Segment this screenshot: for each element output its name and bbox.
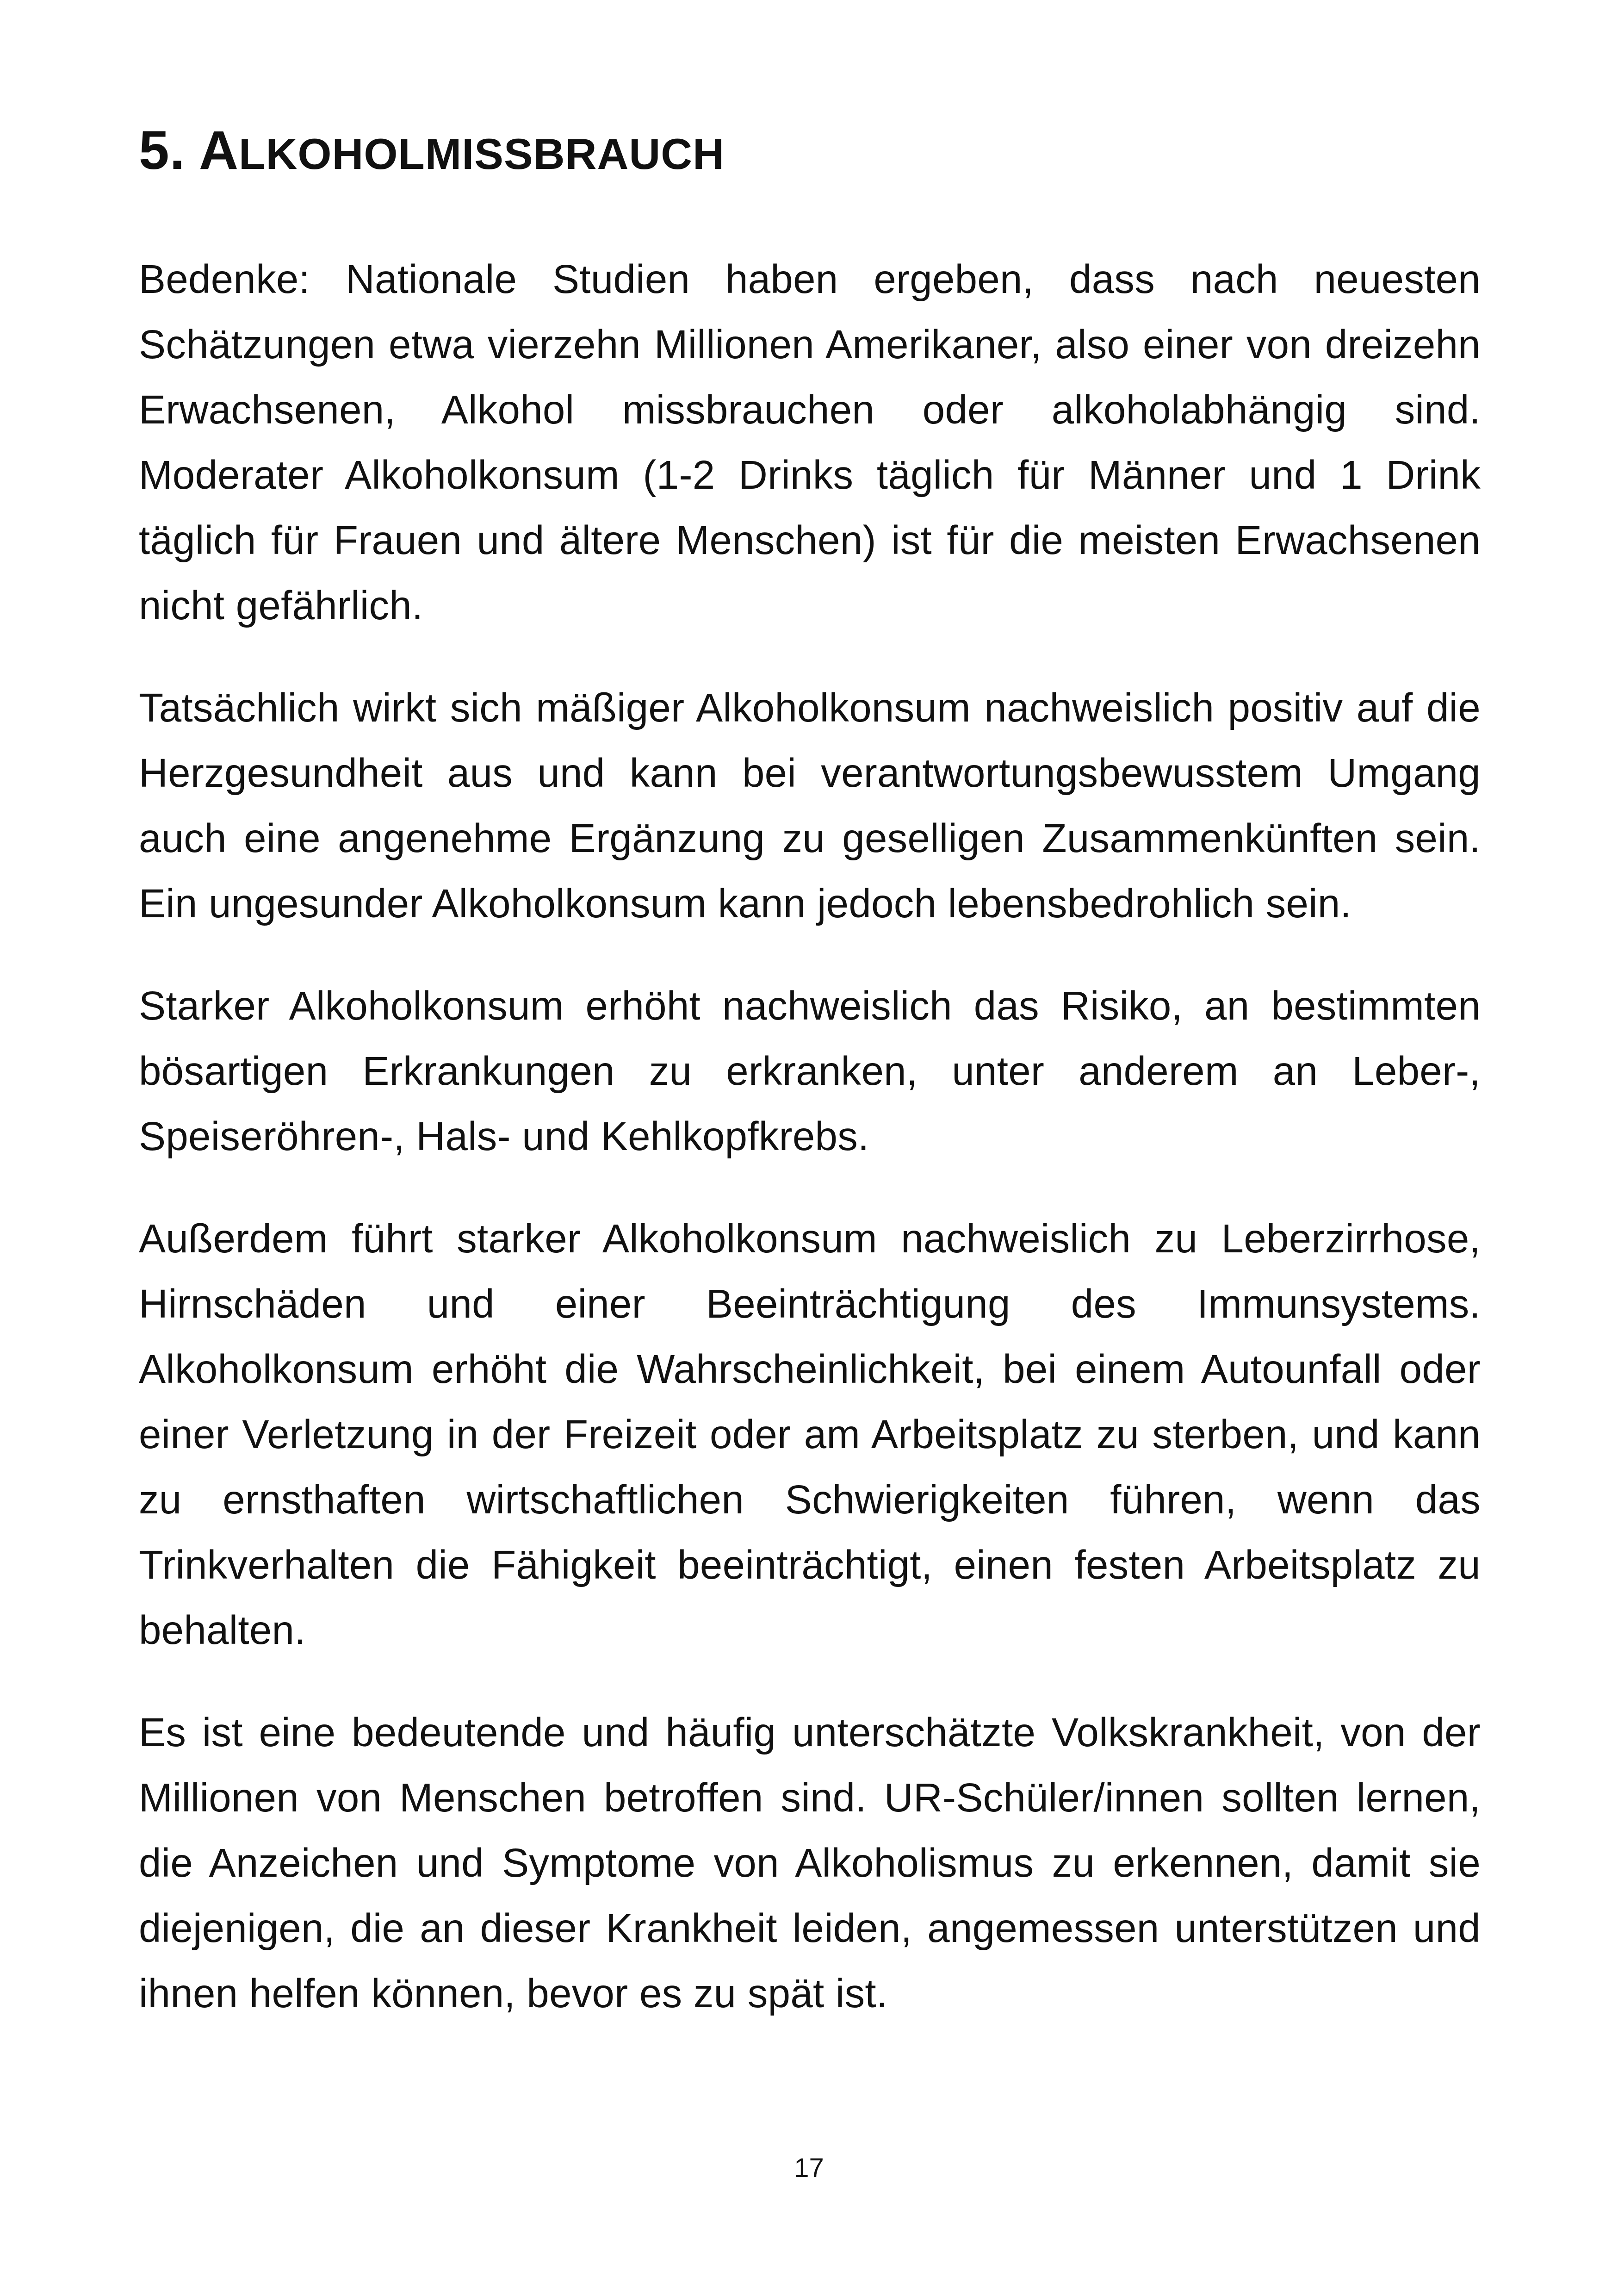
paragraph-1: Bedenke: Nationale Studien haben ergeben, dass nach neuesten Schätzungen etwa vierzehn Millionen Amerikaner, also einer von dreizehn Erwachsenen, Alkohol missbrauchen oder alkoholabhängig sind. Moderater Alkoholkonsum (1-2 Drinks täglich für Männer und 1 Drink täglich für Frauen und ältere Menschen) ist für die meisten Erwachsenen nicht gefährlich. — [139, 257, 1481, 628]
paragraph-3: Starker Alkoholkonsum erhöht nachweislich das Risiko, an bestimmten bösartigen Erkrankungen zu erkranken, unter anderem an Leber-, Speiseröhren-, Hals- und Kehlkopfkrebs. — [139, 983, 1481, 1159]
page-number: 17 — [794, 2153, 824, 2183]
paragraph-5: Es ist eine bedeutende und häufig unterschätzte Volkskrankheit, von der Millionen von Menschen betroffen sind. UR-Schüler/innen sollten lernen, die Anzeichen und Symptome von Alkoholismus zu erkennen, damit sie diejenigen, die an dieser Krankheit leiden, angemessen unterstützen und ihnen helfen können, bevor es zu spät ist. — [139, 1710, 1481, 2016]
paragraph-2: Tatsächlich wirkt sich mäßiger Alkoholkonsum nachweislich positiv auf die Herzgesundheit aus und kann bei verantwortungsbewusstem Umgang auch eine angenehme Ergänzung zu geselligen Zusammenkünften sein. Ein ungesunder Alkoholkonsum kann jedoch lebensbedrohlich sein. — [139, 685, 1481, 926]
section-heading — [139, 116, 1481, 189]
heading-first-letter: A — [198, 120, 239, 181]
heading-rest: LKOHOLMISSBRAUCH — [239, 130, 725, 178]
section-number: 5. — [139, 120, 186, 181]
paragraph-4: Außerdem führt starker Alkoholkonsum nachweislich zu Leberzirrhose, Hirnschäden und einer Beeinträchtigung des Immunsystems. Alkoholkonsum erhöht die Wahrscheinlichkeit, bei einem Autounfall oder einer Verletzung in der Freizeit oder am Arbeitsplatz zu sterben, und kann zu ernsthaften wirtschaftlichen Schwierigkeiten führen, wenn das Trinkverhalten die Fähigkeit beeinträchtigt, einen festen Arbeitsplatz zu behalten. — [139, 1216, 1481, 1653]
page-content — [139, 116, 1481, 2063]
